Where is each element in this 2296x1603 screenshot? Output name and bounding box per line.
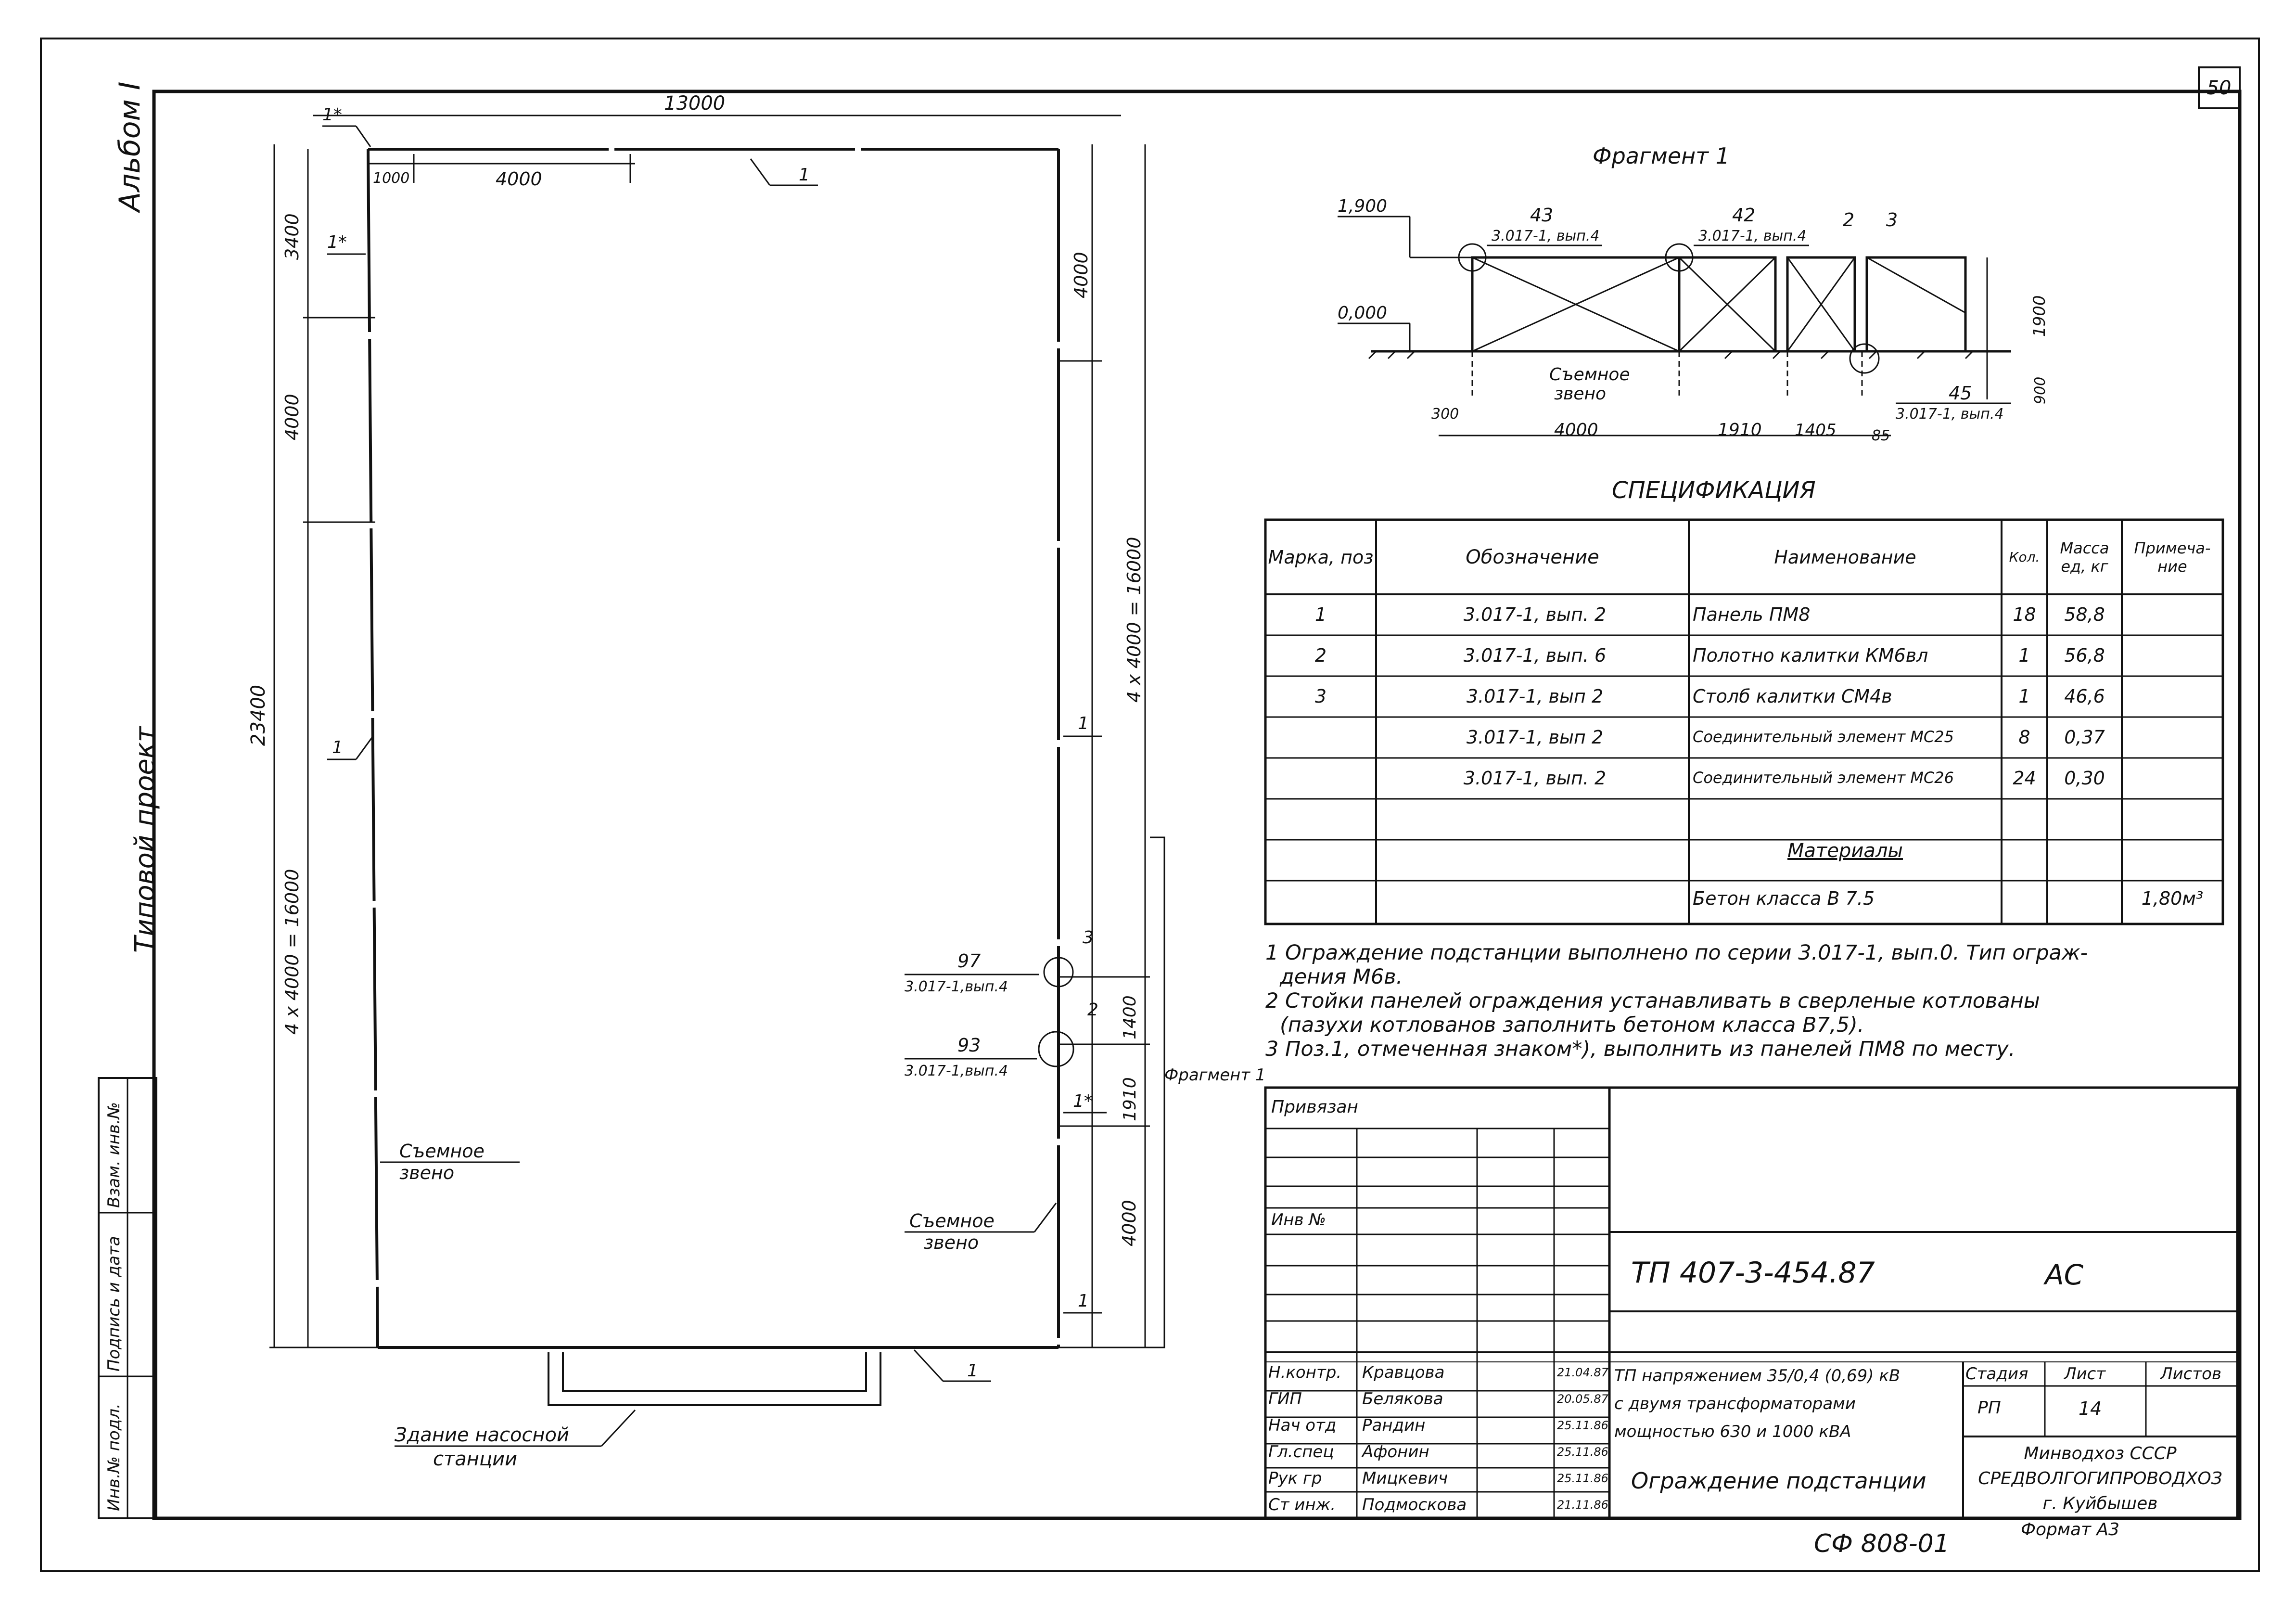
signer-name: Мицкевич: [1362, 1469, 1448, 1488]
signer-row: [1268, 1389, 1608, 1416]
org-line: СРЕДВОЛГОГИПРОВОДХОЗ: [1978, 1469, 2222, 1488]
spec-cell-qty: 18: [2013, 604, 2036, 625]
spec-cell-mass: 0,30: [2064, 768, 2105, 789]
spec-cell-mass: 0,37: [2064, 727, 2105, 748]
fragment-node-43: 43: [1530, 205, 1554, 226]
sheets-label: Листов: [2160, 1364, 2222, 1384]
plan-mark-1star-top: 1*: [322, 105, 342, 125]
spec-cell-designation: 3.017-1, вып 2: [1466, 727, 1604, 748]
sheet-label: Лист: [2064, 1364, 2106, 1384]
spec-cell-qty: 1: [2018, 645, 2030, 666]
plan-left-4000: 4000: [281, 394, 303, 440]
plan-removable-right-1: Съемное: [909, 1210, 995, 1231]
page-number: 50: [2207, 77, 2232, 99]
plan-mark-1-top: 1: [799, 165, 810, 185]
doc-number: ТП 407-3-454.87: [1631, 1256, 1875, 1290]
fragment-node-43-ref: 3.017-1, вып.4: [1492, 228, 1600, 244]
signer-date: 21.04.87: [1557, 1366, 1608, 1379]
plan-seg-4000: 4000: [496, 168, 542, 190]
table-row: [1265, 594, 2223, 635]
signer-row: [1268, 1469, 1608, 1495]
stamp-vzam-inv: Взам. инв.№: [104, 1102, 124, 1208]
stamp-inv-podl: Инв.№ подл.: [104, 1403, 124, 1511]
sheet-value: 14: [2079, 1398, 2102, 1419]
signer-role: Гл.спец: [1268, 1442, 1334, 1462]
plan-width-total: 13000: [664, 92, 726, 115]
signer-date: 25.11.86: [1557, 1472, 1608, 1485]
spec-cell-designation: 3.017-1, вып. 2: [1463, 768, 1607, 789]
doc-suffix: АС: [2045, 1258, 2084, 1291]
spec-cell-mass: 46,6: [2064, 686, 2105, 707]
notes: [1265, 941, 2088, 1061]
signer-row: [1268, 1416, 1608, 1442]
org-line: г. Куйбышев: [2042, 1494, 2158, 1513]
description: [1614, 1362, 1900, 1446]
signer-row: [1268, 1442, 1608, 1469]
fragment-dim-85: 85: [1872, 427, 1890, 444]
plan-mark-1-right-bottom: 1: [1078, 1291, 1089, 1311]
fragment-1: [1338, 143, 2049, 444]
signer-role: Нач отд: [1268, 1416, 1337, 1435]
spec-header-mark: Марка, поз: [1268, 546, 1374, 568]
fragment-dim-4000: 4000: [1554, 420, 1598, 440]
fragment-node-42: 42: [1732, 205, 1756, 226]
signer-date: 20.05.87: [1557, 1392, 1608, 1406]
plan-mark-1-bottom: 1: [967, 1361, 978, 1381]
spec-cell-mass: 56,8: [2064, 645, 2105, 666]
description-line: ТП напряжением 35/0,4 (0,69) кВ: [1614, 1366, 1901, 1385]
fragment-node-45-ref: 3.017-1, вып.4: [1896, 406, 2004, 423]
fragment-level-top: 1,900: [1338, 196, 1388, 216]
plan-mark-3: 3: [1083, 928, 1094, 948]
stamp-podpis-data: Подпись и дата: [104, 1236, 124, 1372]
signer-date: 25.11.86: [1557, 1445, 1608, 1459]
fragment-dim-300: 300: [1431, 406, 1459, 423]
signer-name: Белякова: [1362, 1389, 1443, 1409]
inv-no-label: Инв №: [1271, 1210, 1326, 1230]
plan-node-93: 93: [957, 1035, 981, 1056]
org-line: Минводхоз СССР: [2024, 1444, 2177, 1463]
spec-cell-mass: 58,8: [2064, 604, 2105, 625]
plan-node-97-ref: 3.017-1,вып.4: [905, 978, 1008, 995]
plan-pump-2: станции: [433, 1448, 518, 1470]
organization: [1965, 1441, 2235, 1516]
plan-left-4x4000: 4 х 4000 = 16000: [281, 869, 303, 1035]
spec-header-qty: Кол.: [2009, 549, 2040, 565]
plan-mark-1star-right: 1*: [1073, 1091, 1093, 1111]
fragment-level-zero: 0,000: [1338, 303, 1388, 323]
note-line: 2 Стойки панелей ограждения устанавливать в сверленые котлованы: [1265, 989, 2040, 1013]
spec-cell-qty: 8: [2018, 727, 2030, 748]
plan-seg-1000: 1000: [373, 170, 410, 187]
signer-name: Кравцова: [1362, 1363, 1445, 1382]
fragment-mark-2: 2: [1843, 209, 1855, 231]
spec-materials-name: Бетон класса В 7.5: [1693, 888, 1875, 909]
signer-name: Подмоскова: [1362, 1495, 1467, 1514]
spec-cell-mark: 1: [1314, 604, 1327, 625]
spec-header-note: Примеча- ние: [2134, 539, 2211, 576]
stage-label: Стадия: [1965, 1364, 2028, 1384]
note-line: дения М6в.: [1280, 965, 1403, 989]
plan-node-93-ref: 3.017-1,вып.4: [905, 1063, 1008, 1079]
spec-cell-name: Полотно калитки КМ6вл: [1693, 645, 1928, 666]
fragment-removable-1: Съемное: [1549, 365, 1630, 385]
plan-mark-1-right: 1: [1078, 714, 1089, 733]
table-row: [1265, 717, 2223, 758]
signer-role: ГИП: [1268, 1389, 1302, 1409]
plan-mark-2: 2: [1087, 1000, 1098, 1020]
spec-cell-name: Панель ПМ8: [1693, 604, 1811, 625]
signer-date: 25.11.86: [1557, 1419, 1608, 1432]
signer-role: Ст инж.: [1268, 1495, 1336, 1514]
plan-left-3400: 3400: [281, 213, 303, 260]
fragment-node-45: 45: [1949, 383, 1972, 404]
note-line: (пазухи котлованов заполнить бетоном класса В7,5).: [1280, 1013, 1864, 1037]
spec-cell-mark: 2: [1314, 645, 1327, 666]
fragment-title: Фрагмент 1: [1593, 143, 1730, 169]
table-row: [1265, 676, 2223, 717]
plan-pump-1: Здание насосной: [395, 1424, 570, 1446]
title-block-text: [1265, 1088, 2237, 1518]
privyazan-label: Привязан: [1271, 1097, 1358, 1117]
fragment-node-42-ref: 3.017-1, вып.4: [1698, 228, 1807, 244]
plan-right-4000-bottom: 4000: [1119, 1200, 1140, 1246]
spec-header-mass: Масса ед, кг: [2060, 539, 2109, 576]
plan-mark-1-left: 1: [332, 738, 343, 757]
fragment-mark-3: 3: [1886, 209, 1898, 231]
spec-cell-name: Соединительный элемент МС25: [1693, 728, 1954, 746]
side-stamp: [99, 1078, 156, 1518]
signer-role: Н.контр.: [1268, 1363, 1342, 1382]
description-line: мощностью 630 и 1000 кВА: [1614, 1422, 1851, 1441]
plan-right-1400: 1400: [1120, 995, 1140, 1039]
format-label: Формат А3: [2021, 1520, 2120, 1539]
spec-title: СПЕЦИФИКАЦИЯ: [1612, 477, 1816, 504]
spec-cell-mark: 3: [1314, 686, 1327, 707]
spec-cell-name: Столб калитки СМ4в: [1693, 686, 1892, 707]
project-type-label: Типовой проект: [129, 726, 161, 953]
description-line: с двумя трансформаторами: [1614, 1394, 1856, 1413]
fragment-dim-900: 900: [2032, 376, 2049, 404]
plan-right-1910: 1910: [1120, 1077, 1140, 1121]
spec-cell-designation: 3.017-1, вып. 6: [1463, 645, 1607, 666]
fragment-dim-1910: 1910: [1718, 420, 1762, 440]
plan-fragment-label: Фрагмент 1: [1164, 1065, 1266, 1085]
fence-plan: [247, 92, 1266, 1470]
signer-date: 21.11.86: [1557, 1498, 1608, 1512]
table-row: [1265, 635, 2223, 676]
signer-role: Рук гр: [1268, 1469, 1322, 1488]
signer-name: Рандин: [1362, 1416, 1426, 1435]
note-line: 3 Поз.1, отмеченная знаком*), выполнить из панелей ПМ8 по месту.: [1265, 1037, 2015, 1061]
spec-cell-qty: 24: [2013, 768, 2036, 789]
signer-name: Афонин: [1362, 1442, 1429, 1462]
plan-mark-1star-left: 1*: [327, 232, 347, 252]
spec-materials-note: 1,80м³: [2141, 888, 2204, 909]
spec-header-designation: Обозначение: [1466, 546, 1599, 568]
fragment-dim-1900: 1900: [2030, 295, 2049, 337]
plan-right-4000-top: 4000: [1071, 252, 1092, 298]
spec-cell-designation: 3.017-1, вып. 2: [1463, 604, 1607, 625]
signer-row: [1268, 1363, 1608, 1389]
spec-cell-qty: 1: [2018, 686, 2030, 707]
plan-removable-right-2: звено: [924, 1232, 979, 1253]
fragment-dim-1405: 1405: [1795, 421, 1837, 440]
plan-node-97: 97: [957, 950, 981, 972]
note-line: 1 Ограждение подстанции выполнено по серии 3.017-1, вып.0. Тип ограж-: [1265, 941, 2088, 965]
spec-cell-name: Соединительный элемент МС26: [1693, 769, 1954, 787]
drawing-name: Ограждение подстанции: [1631, 1468, 1926, 1494]
doc-code-bottom: СФ 808-01: [1814, 1529, 1950, 1558]
spec-header-name: Наименование: [1774, 546, 1916, 568]
plan-removable-left-2: звено: [399, 1162, 455, 1183]
album-label: Альбом I: [113, 81, 147, 212]
signer-row: [1268, 1495, 1608, 1522]
plan-left-total: 23400: [247, 684, 269, 746]
fragment-removable-2: звено: [1554, 384, 1607, 404]
spec-cell-designation: 3.017-1, вып 2: [1466, 686, 1604, 707]
plan-removable-left-1: Съемное: [399, 1141, 485, 1162]
plan-right-4x4000: 4 х 4000 = 16000: [1123, 537, 1145, 703]
table-row: [1265, 758, 2223, 799]
spec-materials-title: Материалы: [1787, 840, 1903, 862]
stage-value: РП: [1977, 1398, 2001, 1418]
